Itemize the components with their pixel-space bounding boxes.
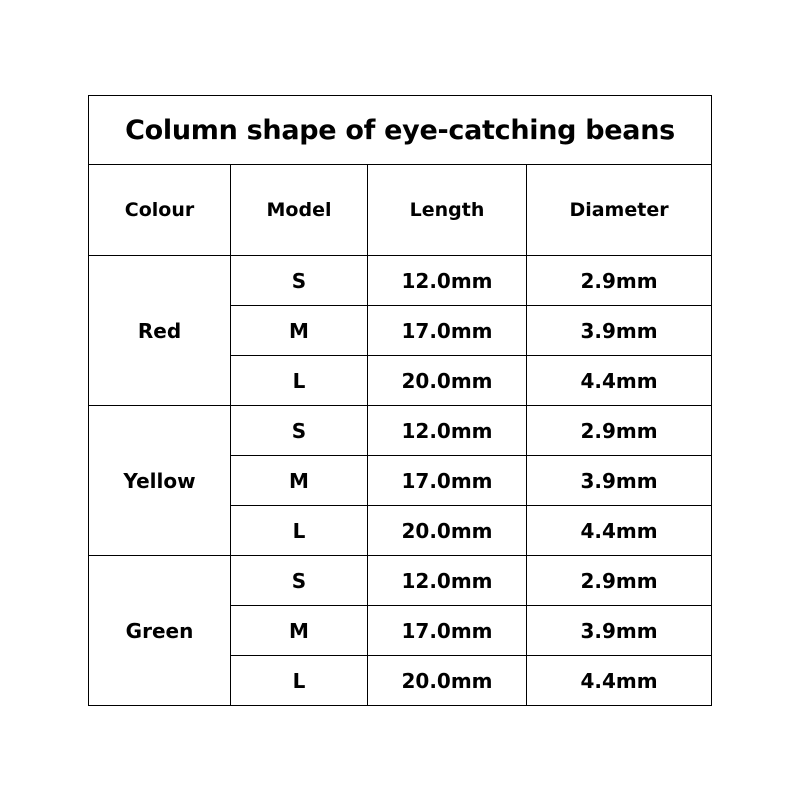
diameter-cell: 2.9mm [527, 556, 712, 606]
length-cell: 17.0mm [368, 306, 527, 356]
table-row [89, 556, 712, 606]
model-cell: S [231, 556, 368, 606]
table-title: Column shape of eye-catching beans [89, 96, 712, 165]
colour-cell-green: Green [89, 556, 231, 706]
column-header-diameter: Diameter [527, 165, 712, 256]
title-row [89, 96, 712, 165]
diameter-cell: 4.4mm [527, 656, 712, 706]
length-cell: 17.0mm [368, 606, 527, 656]
header-row [89, 165, 712, 256]
column-header-colour: Colour [89, 165, 231, 256]
diameter-cell: 4.4mm [527, 356, 712, 406]
diameter-cell: 2.9mm [527, 256, 712, 306]
length-cell: 20.0mm [368, 506, 527, 556]
diameter-cell: 3.9mm [527, 456, 712, 506]
model-cell: S [231, 406, 368, 456]
model-cell: L [231, 506, 368, 556]
model-cell: L [231, 656, 368, 706]
colour-cell-yellow: Yellow [89, 406, 231, 556]
model-cell: L [231, 356, 368, 406]
length-cell: 20.0mm [368, 356, 527, 406]
bead-size-table [88, 95, 712, 706]
diameter-cell: 2.9mm [527, 406, 712, 456]
diameter-cell: 3.9mm [527, 606, 712, 656]
colour-cell-red: Red [89, 256, 231, 406]
length-cell: 12.0mm [368, 556, 527, 606]
table-row [89, 256, 712, 306]
table-row [89, 406, 712, 456]
column-header-model: Model [231, 165, 368, 256]
model-cell: M [231, 306, 368, 356]
length-cell: 17.0mm [368, 456, 527, 506]
diameter-cell: 3.9mm [527, 306, 712, 356]
model-cell: M [231, 456, 368, 506]
model-cell: S [231, 256, 368, 306]
length-cell: 12.0mm [368, 256, 527, 306]
length-cell: 12.0mm [368, 406, 527, 456]
length-cell: 20.0mm [368, 656, 527, 706]
diameter-cell: 4.4mm [527, 506, 712, 556]
column-header-length: Length [368, 165, 527, 256]
model-cell: M [231, 606, 368, 656]
